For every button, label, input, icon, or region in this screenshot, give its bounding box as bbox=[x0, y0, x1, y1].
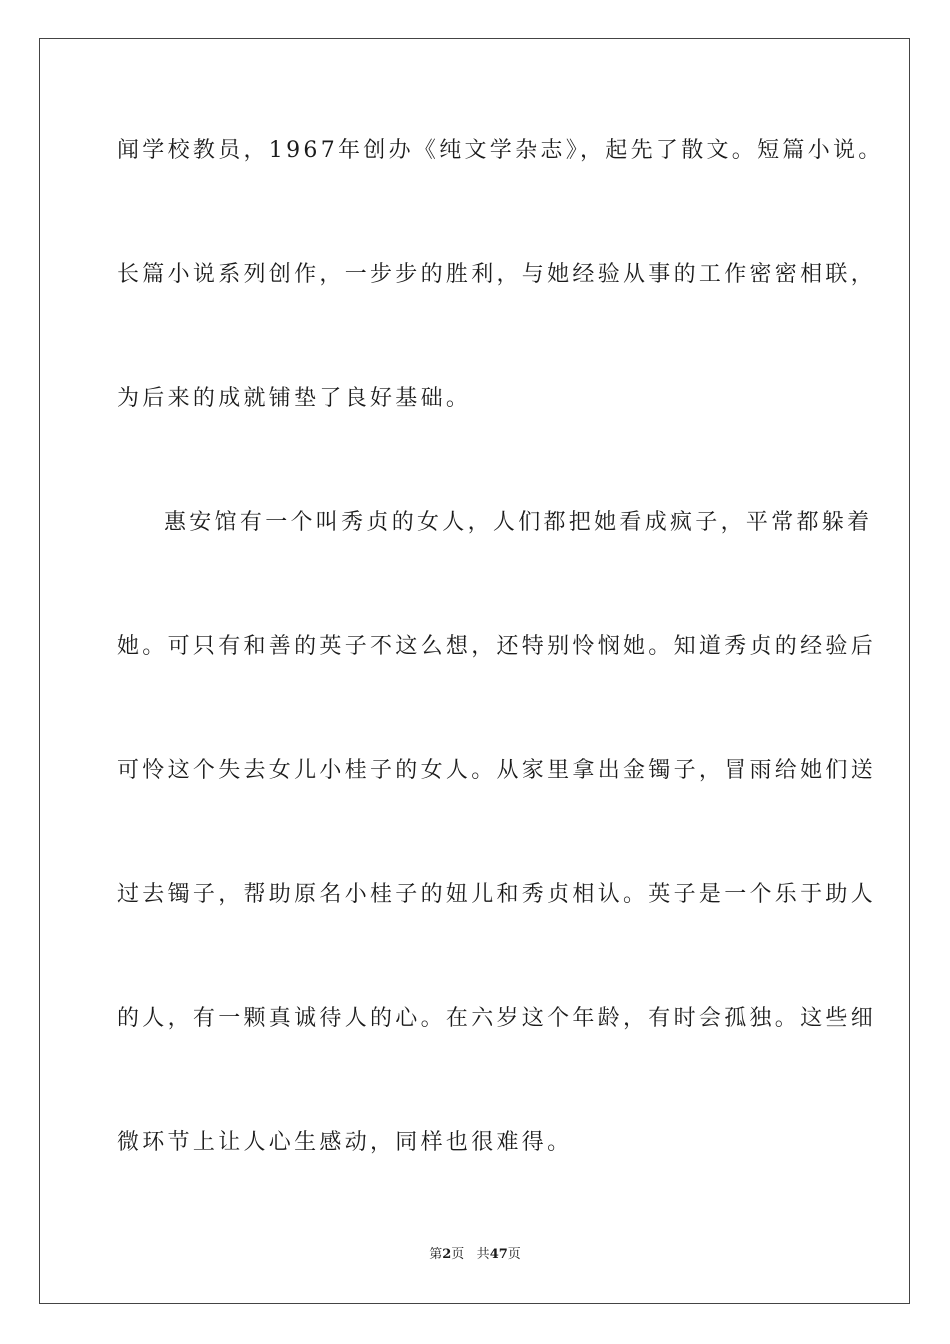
page-suffix: 页 bbox=[451, 1247, 465, 1262]
total-prefix: 共 bbox=[476, 1247, 490, 1262]
text-line-8: 的人，有一颗真诚待人的心。在六岁这个年龄，有时会孤独。这些细 bbox=[117, 1006, 877, 1031]
text-line-7: 过去镯子，帮助原名小桂子的妞儿和秀贞相认。英子是一个乐于助人 bbox=[117, 882, 877, 907]
page-footer bbox=[0, 1246, 950, 1264]
page-border bbox=[39, 38, 910, 1304]
total-suffix: 页 bbox=[507, 1247, 521, 1262]
text-line-5: 她。可只有和善的英子不这么想，还特别怜悯她。知道秀贞的经验后 bbox=[117, 634, 877, 659]
paragraph-start-line: 惠安馆有一个叫秀贞的女人，人们都把她看成疯子，平常都躲着 bbox=[164, 510, 873, 535]
page-number: 2 bbox=[442, 1247, 452, 1262]
text-line-3: 为后来的成就铺垫了良好基础。 bbox=[117, 386, 472, 411]
text-line-1: 闻学校教员，1967年创办《纯文学杂志》，起先了散文。短篇小说。 bbox=[117, 138, 884, 163]
text-line-2: 长篇小说系列创作，一步步的胜利，与她经验从事的工作密密相联， bbox=[117, 262, 877, 287]
text-line-9: 微环节上让人心生感动，同样也很难得。 bbox=[117, 1130, 573, 1155]
text-line-6: 可怜这个失去女儿小桂子的女人。从家里拿出金镯子，冒雨给她们送 bbox=[117, 758, 877, 783]
total-pages: 47 bbox=[489, 1247, 508, 1262]
page-prefix: 第 bbox=[429, 1247, 443, 1262]
